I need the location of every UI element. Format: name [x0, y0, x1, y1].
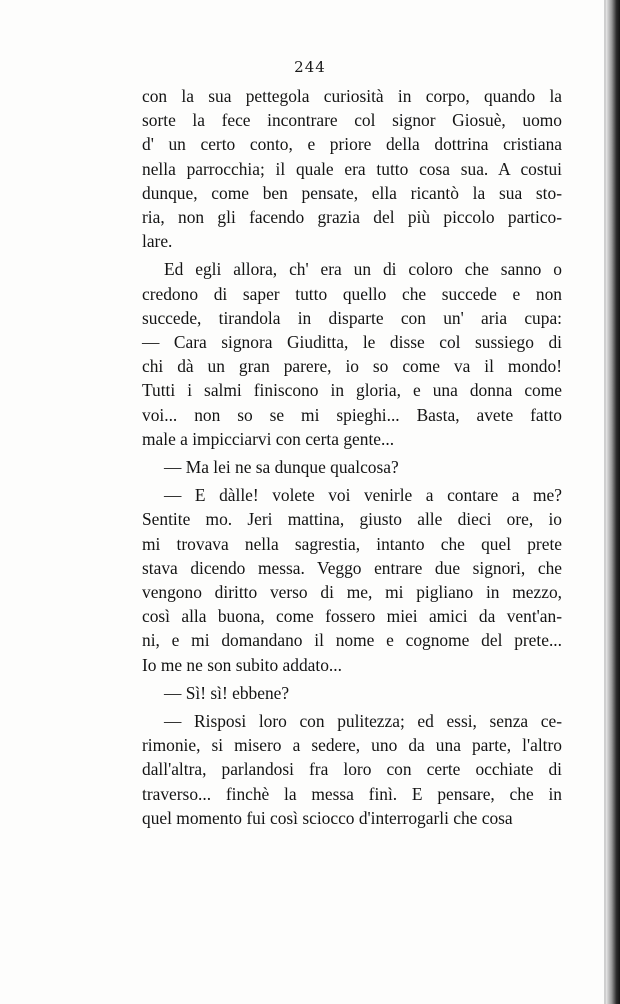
- page-number: 244: [294, 58, 326, 76]
- text-line: vengono diritto verso di me, mi pigliano in mezzo,: [142, 582, 562, 603]
- paragraph: [142, 257, 562, 451]
- text-line: — Cara signora Giuditta, le disse col sussiego di: [142, 332, 562, 353]
- text-line: sorte la fece incontrare col signor Giosuè, uomo: [142, 110, 562, 131]
- text-line: ni, e mi domandano il nome e cognome del prete...: [142, 630, 562, 651]
- text-line: — Ma lei ne sa dunque qualcosa?: [164, 457, 399, 478]
- text-line: traverso... finchè la messa finì. E pensare, che in: [142, 783, 562, 804]
- body-text: [142, 84, 562, 834]
- paragraph: [142, 455, 562, 479]
- paragraph: [142, 84, 562, 253]
- text-line: — Sì! sì! ebbene?: [164, 682, 290, 703]
- text-line: — E dàlle! volete voi venirle a contare a me?: [164, 485, 562, 506]
- text-line: ria, non gli facendo grazia del più piccolo partico-: [142, 207, 562, 228]
- text-line: nella parrocchia; il quale era tutto cosa sua. A costui: [142, 158, 562, 179]
- text-line: succede, tirandola in disparte con un' aria cupa:: [142, 307, 562, 328]
- text-line: mi trovava nella sagrestia, intanto che quel prete: [142, 533, 562, 554]
- text-line: Tutti i salmi finiscono in gloria, e una donna come: [142, 380, 562, 401]
- paragraph: [142, 483, 562, 677]
- text-line: quel momento fui così sciocco d'interrogarli che cosa: [142, 807, 513, 828]
- text-line: lare.: [142, 231, 173, 252]
- text-line: Sentite mo. Jeri mattina, giusto alle dieci ore, io: [142, 509, 562, 530]
- text-line: d' un certo conto, e priore della dottrina cristiana: [142, 134, 562, 155]
- text-line: chi dà un gran parere, io so come va il mondo!: [142, 356, 562, 377]
- text-line: dunque, come ben pensate, ella ricantò la sua sto-: [142, 182, 562, 203]
- text-line: così alla buona, come fossero miei amici da vent'an-: [142, 606, 562, 627]
- text-line: rimonie, si misero a sedere, uno da una parte, l'altro: [142, 735, 562, 756]
- text-line: dall'altra, parlandosi fra loro con certe occhiate di: [142, 759, 562, 780]
- text-line: voi... non so se mi spieghi... Basta, avete fatto: [142, 404, 562, 425]
- text-line: male a impicciarvi con certa gente...: [142, 428, 395, 449]
- paragraph: [142, 681, 562, 705]
- text-line: stava dicendo messa. Veggo entrare due signori, che: [142, 557, 562, 578]
- text-line: con la sua pettegola curiosità in corpo, quando la: [142, 86, 562, 106]
- text-line: Ed egli allora, ch' era un di coloro che sanno o: [164, 259, 562, 280]
- text-line: credono di saper tutto quello che succede e non: [142, 283, 562, 304]
- book-spine-shadow: [606, 0, 620, 1004]
- paragraph: [142, 709, 562, 830]
- text-line: — Risposi loro con pulitezza; ed essi, senza ce-: [164, 711, 562, 732]
- text-line: Io me ne son subito addato...: [142, 654, 342, 675]
